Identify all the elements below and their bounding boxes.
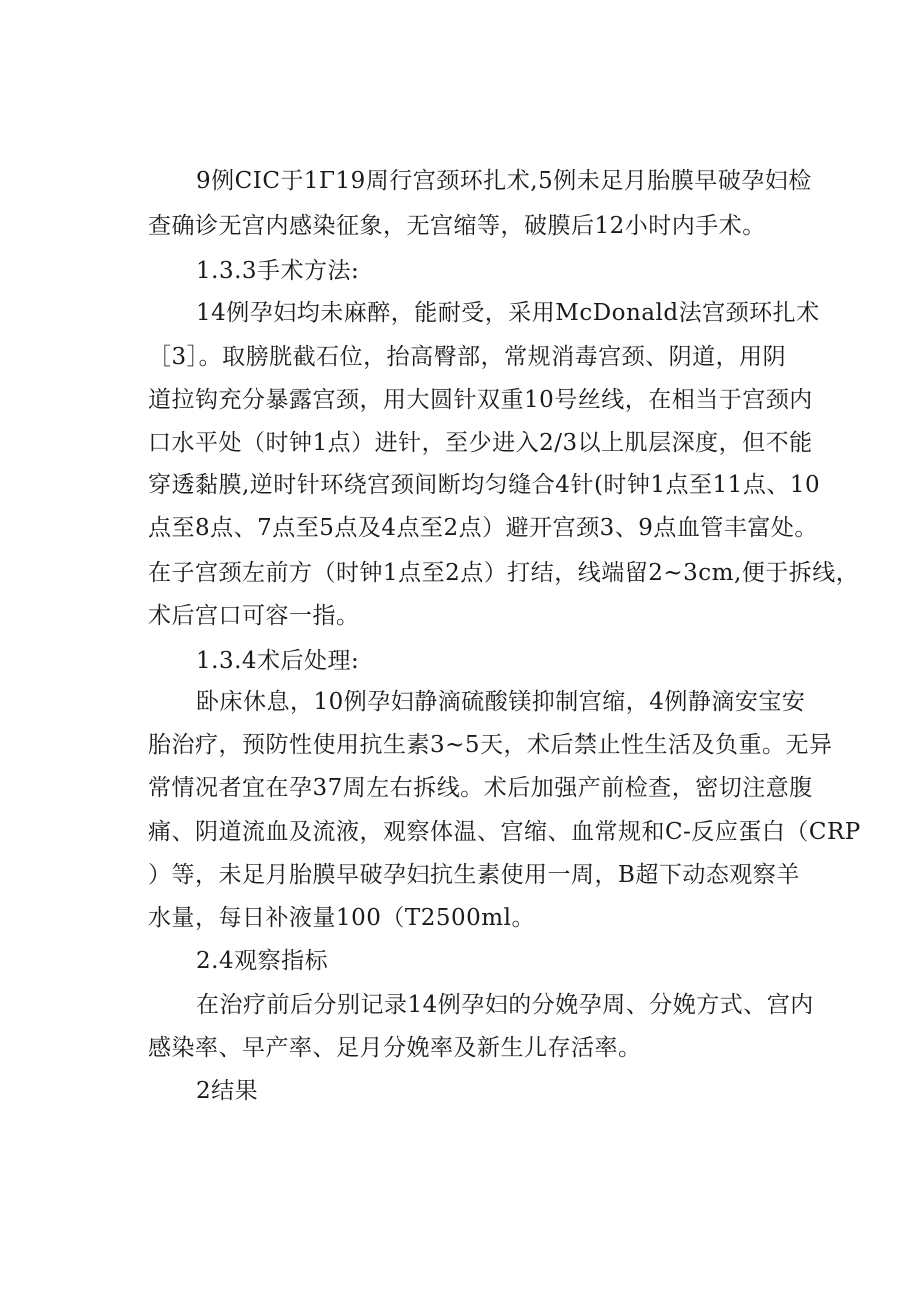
paragraph-line: 胎治疗，预防性使用抗生素3~5天，术后禁止性生活及负重。无异 bbox=[148, 732, 833, 758]
section-heading: 2.4观察指标 bbox=[196, 948, 329, 974]
paragraph-line: 在治疗前后分别记录14例孕妇的分娩孕周、分娩方式、宫内 bbox=[196, 992, 814, 1018]
paragraph-line: 术后宫口可容一指。 bbox=[148, 603, 360, 629]
paragraph-line: ）等，未足月胎膜早破孕妇抗生素使用一周，B超下动态观察羊 bbox=[148, 862, 800, 888]
paragraph-line: 穿透黏膜,逆时针环绕宫颈间断均匀缝合4针(时钟1点至11点、10 bbox=[148, 472, 821, 498]
section-heading: 2结果 bbox=[196, 1078, 259, 1104]
paragraph-line: 14例孕妇均未麻醉，能耐受，采用McDonald法宫颈环扎术 bbox=[196, 300, 820, 326]
paragraph-line: 口水平处（时钟1点）进针，至少进入2/3以上肌层深度，但不能 bbox=[148, 430, 813, 456]
paragraph-line: 感染率、早产率、足月分娩率及新生儿存活率。 bbox=[148, 1035, 642, 1061]
section-heading: 1.3.4术后处理: bbox=[196, 648, 360, 674]
paragraph-line: 痛、阴道流血及流液，观察体温、宫缩、血常规和C-反应蛋白（CRP bbox=[148, 819, 861, 845]
paragraph-line: 查确诊无宫内感染征象，无宫缩等，破膜后12小时内手术。 bbox=[148, 213, 766, 239]
section-heading: 1.3.3手术方法: bbox=[196, 258, 360, 284]
paragraph-line: 9例CIC于1Γ19周行宫颈环扎术,5例未足月胎膜早破孕妇检 bbox=[196, 168, 812, 194]
paragraph-line: 水量，每日补液量100（T2500ml。 bbox=[148, 905, 535, 931]
paragraph-line: ［3］。取膀胱截石位，抬高臀部，常规消毒宫颈、阴道，用阴 bbox=[148, 344, 787, 370]
paragraph-line: 常情况者宜在孕37周左右拆线。术后加强产前检查，密切注意腹 bbox=[148, 775, 813, 801]
paragraph-line: 点至8点、7点至5点及4点至2点）避开宫颈3、9点血管丰富处。 bbox=[148, 515, 818, 541]
paragraph-line: 在子宫颈左前方（时钟1点至2点）打结，线端留2~3cm,便于拆线， bbox=[148, 560, 860, 586]
paragraph-line: 道拉钩充分暴露宫颈，用大圆针双重10号丝线，在相当于宫颈内 bbox=[148, 387, 813, 413]
paragraph-line: 卧床休息，10例孕妇静滴硫酸镁抑制宫缩，4例静滴安宝安 bbox=[196, 689, 806, 715]
